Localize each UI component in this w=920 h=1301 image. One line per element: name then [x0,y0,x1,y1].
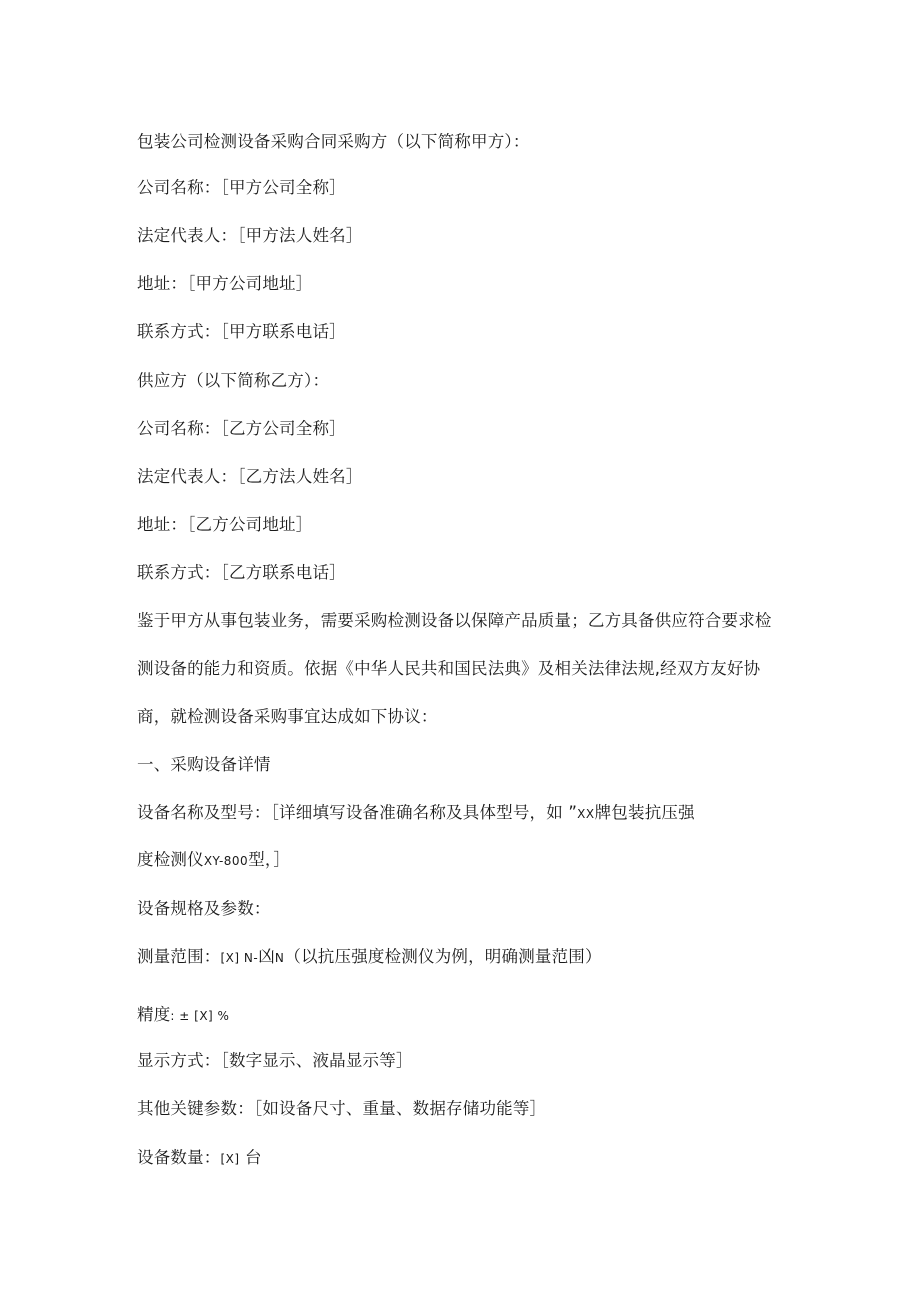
buyer-contact: 联系方式：［甲方联系电话］ [137,322,346,341]
buyer-address: 地址：［甲方公司地址］ [137,274,313,293]
measurement-range [137,945,602,970]
preamble-line-3: 商，就检测设备采购事宜达成如下协议： [137,707,438,726]
range-label: 测量范围： [137,947,221,966]
device-name-text-d: 型，］ [248,850,291,869]
device-name-line-2 [137,848,290,873]
other-parameters: 其他关键参数：［如设备尺寸、重量、数据存储功能等］ [137,1099,547,1118]
device-name-line-1 [137,801,695,826]
quantity-value: [X] [220,1152,240,1166]
seller-header: 供应方（以下简称乙方）： [137,371,330,390]
preamble-line-2: 测设备的能力和资质。依据《中华人民共和国民法典》及相关法律法规,经双方友好协 [137,659,761,678]
buyer-legal-representative: 法定代表人：［甲方法人姓名］ [137,226,363,245]
seller-legal-representative: 法定代表人：［乙方法人姓名］ [137,467,363,486]
buyer-company-name: 公司名称：［甲方公司全称］ [137,178,346,197]
quantity-unit: 台 [245,1148,262,1167]
range-glyph: 凶 [258,947,275,966]
range-note: （以抗压强度检测仪为例，明确测量范围） [284,947,602,966]
device-quantity [137,1146,262,1171]
device-name-brand: XX [577,807,595,821]
range-unit: N [274,951,285,965]
device-name-text-b: 牌包装抗压强 [594,803,695,822]
section-1-title: 一、采购设备详情 [137,755,271,774]
device-name-text-a: 设备名称及型号：［详细填写设备准确名称及具体型号，如 ” [137,803,578,822]
device-model: XY-800 [203,854,249,868]
device-name-text-c: 度检测仪 [137,850,204,869]
seller-contact: 联系方式：［乙方联系电话］ [137,563,346,582]
precision [137,1003,229,1028]
preamble-line-1: 鉴于甲方从事包装业务，需要采购检测设备以保障产品质量；乙方具备供应符合要求检 [137,611,772,630]
range-min: [X] N- [220,951,259,965]
display-mode: 显示方式：［数字显示、液晶显示等］ [137,1051,413,1070]
precision-value: : ± [X] % [170,1009,230,1023]
seller-company-name: 公司名称：［乙方公司全称］ [137,419,346,438]
precision-label: 精度 [137,1005,171,1024]
specs-title: 设备规格及参数： [137,899,271,918]
buyer-header: 包装公司检测设备采购合同采购方（以下简称甲方）： [137,132,530,151]
quantity-label: 设备数量： [137,1148,221,1167]
seller-address: 地址：［乙方公司地址］ [137,515,313,534]
